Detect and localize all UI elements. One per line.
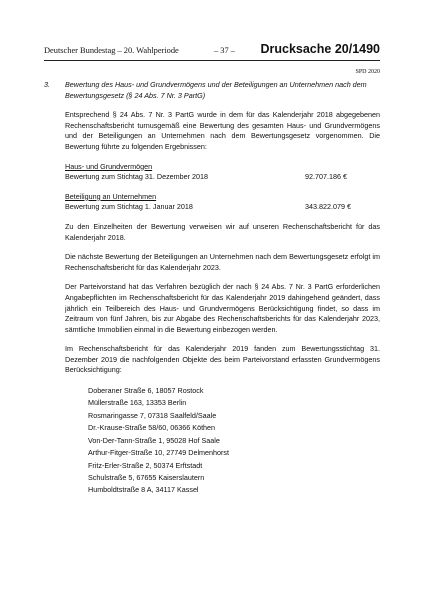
valuation-holdings (44, 192, 380, 213)
address-list (88, 385, 380, 497)
party-tag: SPD 2020 (355, 69, 380, 75)
address-item: Dr.-Krause-Straße 58/60, 06366 Köthen (88, 423, 216, 433)
address-item: Müllerstraße 163, 13353 Berlin (88, 398, 187, 408)
details-paragraph: Zu den Einzelheiten der Bewertung verweisen wir auf unseren Rechenschaftsbericht für das Kalenderjahr 2018. (65, 221, 380, 242)
address-item: Von-Der-Tann-Straße 1, 95028 Hof Saale (88, 435, 220, 445)
valuation-label: Bewertung zum Stichtag 1. Januar 2018 (65, 202, 193, 212)
intro-paragraph: Entsprechend § 24 Abs. 7 Nr. 3 PartG wurde in dem für das Kalenderjahr 2018 abgegebenen Rechenschaftsbericht turnusgemäß eine Bewertung des gesamten Haus- und Grundvermögens und der Beteiligungen an Unternehmen nach dem Bewertungsgesetz vorgenommen. Die Bewertung führte zu folgenden Ergebnissen: (65, 110, 380, 151)
procedure-paragraph: Der Parteivorstand hat das Verfahren bezüglich der nach § 24 Abs. 7 Nr. 3 PartG erforderlichen Angabepflichten im Rechenschaftsbericht für das Kalenderjahr 2019 dahingehend geändert, dass jährlich ein Teilbereich des Haus- und Grundvermögens Berücksichtigung findet, so dass im Zeitraum von fünf Jahren, bis zur Abgabe des Rechenschaftsberichts für das Kalenderjahr 2023, sämtliche Immobilien einmal in die Bewertung einbezogen werden. (65, 282, 380, 334)
address-item: Rosmaringasse 7, 07318 Saalfeld/Saale (88, 410, 217, 420)
section-heading (44, 80, 380, 101)
address-item: Arthur-Fitger-Straße 10, 27749 Delmenhorst (88, 448, 230, 458)
address-item: Schulstraße 5, 67655 Kaiserslautern (88, 472, 205, 482)
section-number: 3. (44, 80, 50, 89)
next-valuation-paragraph: Die nächste Bewertung der Beteiligungen an Unternehmen nach dem Bewertungsgesetz erfolgt im Rechenschaftsbericht für das Kalenderjahr 2023. (65, 252, 380, 272)
address-item: Doberaner Straße 6, 18057 Rostock (88, 386, 204, 396)
valuation-real-estate (44, 162, 380, 183)
section-title: Bewertung des Haus- und Grundvermögens und der Beteiligungen an Unternehmen nach dem Bewertungsgesetz (§ 24 Abs. 7 Nr. 3 PartG) (65, 80, 367, 100)
header-page-number: – 37 – (214, 46, 235, 55)
document-body (44, 80, 380, 497)
valuation-label: Bewertung zum Stichtag 31. Dezember 2018 (65, 172, 209, 182)
header-publisher: Deutscher Bundestag – 20. Wahlperiode (44, 46, 179, 55)
valuation-value: 343.822.079 € (305, 202, 351, 212)
page-header (44, 42, 380, 61)
header-document-number: Drucksache 20/1490 (260, 42, 380, 56)
valuation-value: 92.707.186 € (305, 172, 347, 182)
address-item: Humboldtstraße 8 A, 34117 Kassel (88, 485, 199, 495)
valuation-heading: Beteiligung an Unternehmen (65, 191, 157, 201)
properties-2019-paragraph: Im Rechenschaftsbericht für das Kalenderjahr 2019 fanden zum Bewertungsstichtag 31. Dezember 2019 die nachfolgenden Objekte des beim Parteivorstand erfassten Grundvermögens Berücksichtigung: (65, 344, 380, 375)
valuation-heading: Haus- und Grundvermögen (65, 161, 153, 171)
address-item: Fritz-Erler-Straße 2, 50374 Erftstadt (88, 460, 203, 470)
